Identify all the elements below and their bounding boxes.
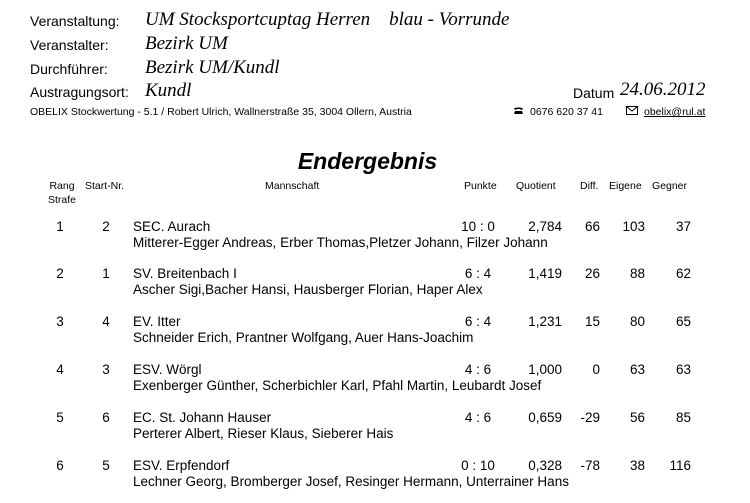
- diff: 0: [592, 362, 600, 377]
- col-eigene: Eigene: [609, 180, 642, 192]
- rang: 4: [56, 362, 64, 377]
- rang: 5: [56, 410, 64, 425]
- value-veranstaltung: UM Stocksportcuptag Herren blau - Vorrunde: [145, 9, 510, 30]
- table-row: [0, 457, 750, 493]
- col-quotient: Quotient: [516, 180, 556, 192]
- quotient: 1,419: [528, 266, 562, 281]
- rang: 2: [56, 266, 64, 281]
- startnr: 1: [102, 266, 110, 281]
- team-name: SEC. Aurach: [133, 219, 211, 234]
- gegner: 116: [669, 458, 691, 473]
- startnr: 4: [102, 314, 110, 329]
- quotient: 0,328: [528, 458, 562, 473]
- rang: 1: [56, 219, 64, 234]
- startnr: 3: [102, 362, 110, 377]
- diff: 26: [584, 266, 600, 281]
- team-name: EV. Itter: [133, 314, 181, 329]
- diff: -78: [580, 458, 600, 473]
- date-label: Datum: [573, 85, 615, 101]
- email-link[interactable]: obelix@rul.at: [644, 106, 706, 118]
- phone-number: 0676 620 37 41: [530, 106, 603, 118]
- label-austragungsort: Austragungsort:: [30, 84, 129, 100]
- team-players: Exenberger Günther, Scherbichler Karl, Pfahl Martin, Leubardt Josef: [133, 378, 542, 393]
- punkte: 4 : 6: [464, 362, 492, 377]
- eigene: 63: [629, 362, 645, 377]
- punkte: 10 : 0: [461, 219, 495, 234]
- gegner: 85: [675, 410, 691, 425]
- quotient: 1,000: [528, 362, 562, 377]
- label-veranstaltung: Veranstaltung:: [30, 13, 120, 29]
- gegner: 63: [675, 362, 691, 377]
- punkte: 0 : 10: [461, 458, 495, 473]
- page-title: Endergebnis: [297, 148, 438, 174]
- value-durchfuehrer: Bezirk UM/Kundl: [145, 57, 280, 78]
- punkte: 6 : 4: [464, 266, 492, 281]
- punkte: 4 : 6: [464, 410, 492, 425]
- eigene: 56: [629, 410, 645, 425]
- team-name: SV. Breitenbach I: [133, 266, 237, 281]
- phone-icon: [513, 106, 524, 118]
- quotient: 1,231: [528, 314, 562, 329]
- team-players: Perterer Albert, Rieser Klaus, Sieberer Hais: [133, 426, 394, 441]
- diff: 15: [584, 314, 600, 329]
- eigene: 103: [622, 219, 645, 234]
- team-players: Schneider Erich, Prantner Wolfgang, Auer Hans-Joachim: [133, 330, 474, 345]
- value-veranstalter: Bezirk UM: [145, 33, 228, 54]
- punkte: 6 : 4: [464, 314, 492, 329]
- mail-icon: [626, 106, 638, 118]
- eigene: 80: [629, 314, 645, 329]
- email-info: [626, 106, 705, 118]
- col-punkte: Punkte: [464, 180, 497, 192]
- table-row: [0, 409, 750, 445]
- col-gegner: Gegner: [652, 180, 688, 192]
- software-info: OBELIX Stockwertung - 5.1 / Robert Ulrich, Wallnerstraße 35, 3004 Ollern, Austria: [30, 106, 412, 118]
- label-veranstalter: Veranstalter:: [30, 37, 109, 53]
- col-diff: Diff.: [580, 180, 599, 192]
- rang: 6: [56, 458, 64, 473]
- quotient: 0,659: [528, 410, 562, 425]
- team-players: Ascher Sigi,Bacher Hansi, Hausberger Florian, Haper Alex: [133, 282, 483, 297]
- col-strafe: Strafe: [47, 194, 76, 206]
- rang: 3: [56, 314, 64, 329]
- col-startnr: Start-Nr.: [85, 180, 125, 192]
- team-name: ESV. Erpfendorf: [133, 458, 230, 473]
- col-rang: Rang: [49, 180, 75, 192]
- team-players: Mitterer-Egger Andreas, Erber Thomas,Pletzer Johann, Filzer Johann: [133, 235, 548, 250]
- table-row: [0, 313, 750, 349]
- gegner: 62: [675, 266, 691, 281]
- diff: 66: [584, 219, 600, 234]
- table-row: [0, 218, 750, 254]
- startnr: 2: [102, 219, 110, 234]
- phone-info: [513, 106, 603, 118]
- quotient: 2,784: [528, 219, 562, 234]
- date-value: 24.06.2012: [620, 79, 706, 100]
- label-durchfuehrer: Durchführer:: [30, 61, 108, 77]
- team-name: EC. St. Johann Hauser: [133, 410, 272, 425]
- gegner: 65: [675, 314, 691, 329]
- table-row: [0, 265, 750, 301]
- startnr: 5: [102, 458, 110, 473]
- table-row: [0, 361, 750, 397]
- gegner: 37: [675, 219, 691, 234]
- startnr: 6: [102, 410, 110, 425]
- diff: -29: [580, 410, 600, 425]
- value-austragungsort: Kundl: [145, 80, 192, 101]
- eigene: 88: [629, 266, 645, 281]
- team-name: ESV. Wörgl: [133, 362, 202, 377]
- team-players: Lechner Georg, Bromberger Josef, Resinger Hermann, Unterrainer Hans: [133, 474, 569, 489]
- eigene: 38: [629, 458, 645, 473]
- col-mannschaft: Mannschaft: [265, 180, 320, 192]
